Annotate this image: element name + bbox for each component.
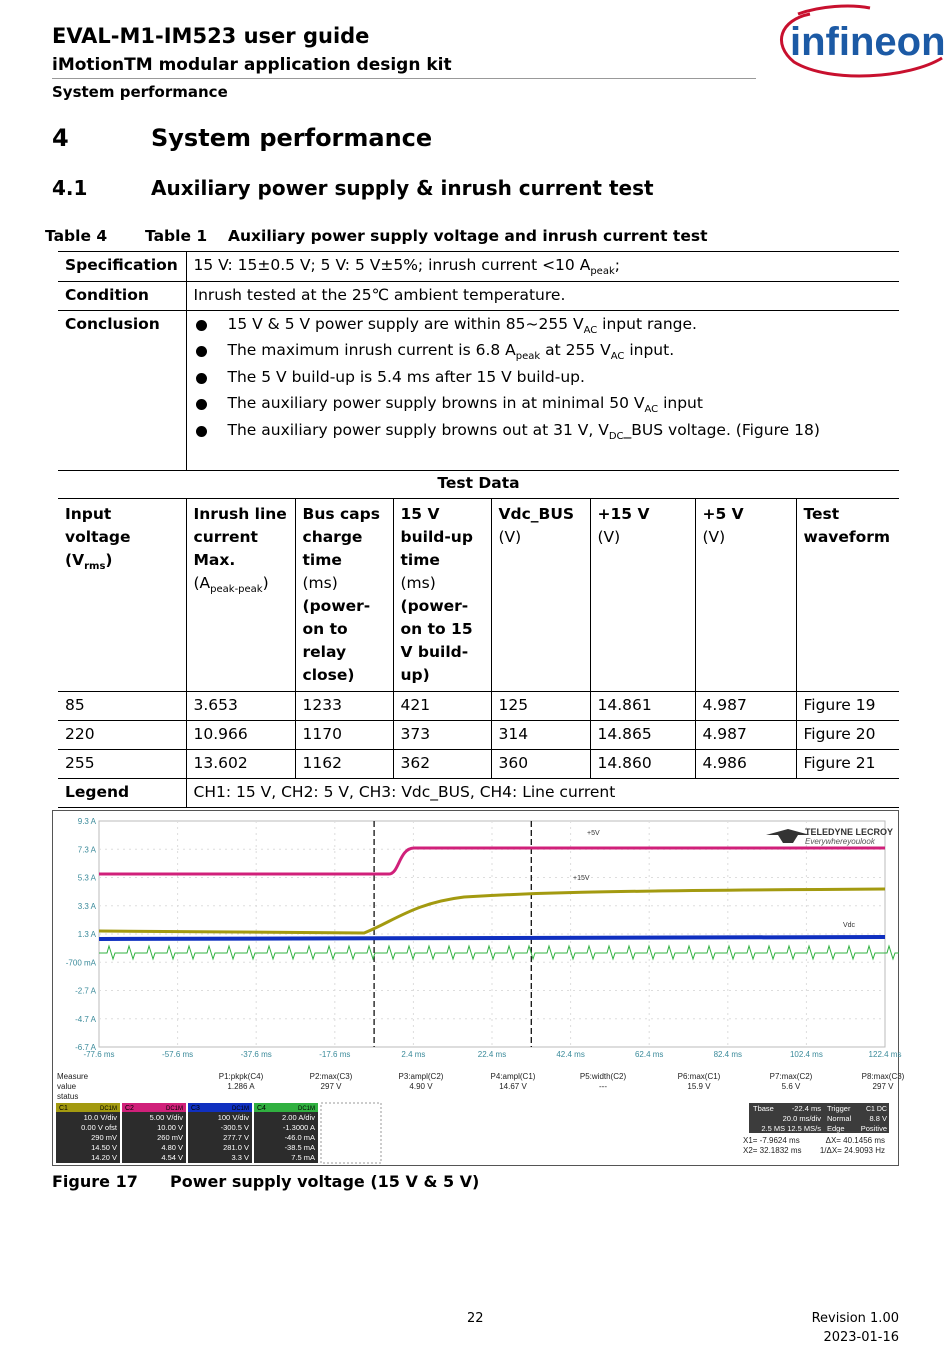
condition-value: Inrush tested at the 25℃ ambient temperature.: [193, 286, 566, 305]
bullet-icon: [196, 320, 207, 331]
channel-value: 4.54 V: [161, 1153, 183, 1162]
x-tick-label: 42.4 ms: [556, 1050, 585, 1059]
header-bus-caps: Bus caps charge time (ms) (power-on to relay close): [295, 499, 393, 692]
cursor-dx-readout: ΔX= 40.1456 ms: [825, 1136, 885, 1145]
table-row: [58, 750, 899, 779]
cell: 4.987: [695, 721, 796, 750]
cell: 360: [491, 750, 590, 779]
conclusion-label: Conclusion: [58, 311, 186, 471]
measure-header: P5:width(C2): [579, 1072, 627, 1081]
measure-header: P3:ampl(C2): [398, 1072, 444, 1081]
channel-coupling: DC1M: [231, 1106, 249, 1112]
channel-name: C1: [59, 1105, 68, 1112]
y-tick-label: 3.3 A: [77, 901, 96, 911]
table-label-1: Table 1: [145, 227, 208, 245]
y-tick-label: -700 mA: [65, 958, 96, 968]
measure-header: P8:max(C3): [861, 1072, 905, 1081]
conclusion-cell: [186, 311, 899, 471]
cell: 220: [58, 721, 186, 750]
cell: 362: [393, 750, 491, 779]
header-rule: [52, 78, 756, 79]
tbase-div: 20.0 ms/div: [782, 1114, 821, 1123]
trace-label-vdc: Vdc: [843, 922, 856, 929]
measure-header: Measure: [57, 1072, 89, 1081]
trigger-level: 8.8 V: [869, 1114, 887, 1123]
cell: 13.602: [186, 750, 295, 779]
header-test-waveform: Test waveform: [803, 505, 891, 547]
channel-value: 0.00 V ofst: [81, 1123, 117, 1132]
trigger-channel: C1 DC: [865, 1106, 887, 1113]
channel-value: 14.20 V: [91, 1153, 117, 1162]
page-number: 22: [467, 1311, 484, 1326]
header-input-voltage: Input voltage $(V_{rms})$: [58, 499, 186, 692]
table-row: [58, 692, 899, 721]
spec-table: [58, 251, 899, 808]
channel-name: C2: [125, 1105, 134, 1112]
measure-header: P4:ampl(C1): [490, 1072, 536, 1081]
table-label-4: Table 4: [45, 227, 108, 245]
figure-label: Figure 17: [52, 1172, 138, 1191]
legend-value: CH1: 15 V, CH2: 5 V, CH3: Vdc_BUS, CH4: Line current: [193, 783, 616, 802]
empty-channel-slot: [321, 1103, 381, 1163]
trace-label-5v: +5V: [587, 830, 600, 837]
x-tick-label: 82.4 ms: [713, 1050, 743, 1059]
header-5v: +5 V (V): [695, 499, 796, 692]
cell: 14.860: [590, 750, 695, 779]
y-tick-label: 9.3 A: [77, 817, 96, 826]
cell: 1233: [295, 692, 393, 721]
channel-value: 260 mV: [157, 1133, 183, 1142]
conclusion-item: The auxiliary power supply browns out at 31 V, $V_{DC}\_BUS$ voltage. (Figure 18): [194, 421, 893, 447]
cell: 1162: [295, 750, 393, 779]
y-tick-label: -6.7 A: [75, 1043, 96, 1052]
measure-value: value: [57, 1082, 77, 1091]
trigger-label: Trigger: [827, 1104, 851, 1113]
channel-value: 5.00 V/div: [149, 1113, 183, 1122]
measure-value: 15.9 V: [687, 1082, 711, 1091]
cell: 373: [393, 721, 491, 750]
measure-value: 5.6 V: [781, 1082, 801, 1091]
cursor-x2-readout: X2= 32.1832 ms: [743, 1146, 802, 1155]
table-row: [58, 721, 899, 750]
header-15v-buildup: 15 V build-up time (ms) (power-on to 15 V build-up): [393, 499, 491, 692]
conclusion-item: 15 V & 5 V power supply are within 85~255 $V_{AC}$ input range.: [194, 315, 893, 341]
trace-c3-vdc: [99, 937, 885, 939]
channel-value: -38.5 mA: [284, 1143, 315, 1152]
test-data-title: Test Data: [437, 474, 520, 493]
cell: 3.653: [186, 692, 295, 721]
measure-value: 14.67 V: [499, 1082, 527, 1091]
channel-value: -300.5 V: [220, 1123, 249, 1132]
conclusion-item: The auxiliary power supply browns in at minimal 50 $V_{AC}$ input: [194, 394, 893, 420]
channel-value: -46.0 mA: [284, 1133, 315, 1142]
doc-subtitle: iMotionTM modular application design kit: [52, 55, 452, 75]
date: 2023-01-16: [823, 1330, 899, 1345]
infineon-logo: [770, 4, 946, 78]
channel-name: C4: [257, 1105, 266, 1112]
bullet-icon: [196, 346, 207, 357]
status-label: status: [57, 1092, 79, 1101]
figure-link[interactable]: Figure 20: [803, 725, 876, 744]
trace-label-15v: +15V: [573, 875, 590, 882]
header-vdc-bus: Vdc_BUS (V): [491, 499, 590, 692]
measure-value: 297 V: [872, 1082, 894, 1091]
measure-value: 4.90 V: [409, 1082, 433, 1091]
x-tick-label: -57.6 ms: [162, 1050, 194, 1059]
bullet-icon: [196, 399, 207, 410]
channel-value: 3.3 V: [231, 1153, 249, 1162]
channel-value: 14.50 V: [91, 1143, 117, 1152]
channel-value: 7.5 mA: [291, 1153, 315, 1162]
x-tick-label: 122.4 ms: [868, 1050, 902, 1059]
cell: 314: [491, 721, 590, 750]
measure-value: 297 V: [320, 1082, 342, 1091]
x-tick-label: 62.4 ms: [634, 1050, 664, 1059]
measure-header: P2:max(C3): [309, 1072, 353, 1081]
y-tick-label: -2.7 A: [75, 986, 96, 996]
cell: 4.987: [695, 692, 796, 721]
cell: 10.966: [186, 721, 295, 750]
trigger-type: Edge: [827, 1124, 845, 1133]
x-tick-label: -17.6 ms: [319, 1050, 351, 1059]
channel-coupling: DC1M: [99, 1106, 117, 1112]
measure-value: ---: [599, 1082, 607, 1091]
brand-tagline: Everywhereyoulook: [805, 837, 875, 846]
x-tick-label: 22.4 ms: [477, 1050, 507, 1059]
channel-value: 2.00 A/div: [282, 1113, 315, 1122]
cell: 255: [58, 750, 186, 779]
bullet-icon: [196, 373, 207, 384]
measure-header: P7:max(C2): [769, 1072, 813, 1081]
channel-coupling: DC1M: [165, 1106, 183, 1112]
oscilloscope-figure: [52, 810, 905, 1166]
sample-rate: 2.5 MS 12.5 MS/s: [761, 1124, 821, 1133]
channel-value: 10.00 V: [157, 1123, 183, 1132]
logo-text: infineon: [790, 20, 946, 64]
conclusion-item: The maximum inrush current is 6.8 $A_{peak}$ at 255 $V_{AC}$ input.: [194, 341, 893, 367]
cell: 14.865: [590, 721, 695, 750]
brand-name: TELEDYNE LECROY: [805, 827, 894, 837]
y-tick-label: 5.3 A: [77, 873, 96, 883]
y-tick-label: -4.7 A: [75, 1014, 96, 1024]
cell: 421: [393, 692, 491, 721]
y-tick-label: 7.3 A: [77, 845, 96, 855]
channel-value: 277.7 V: [223, 1133, 249, 1142]
cursor-x1-readout: X1= -7.9624 ms: [743, 1136, 800, 1145]
channel-value: 100 V/div: [217, 1113, 249, 1122]
test-data-header-row: [58, 499, 899, 692]
x-tick-label: -77.6 ms: [83, 1050, 115, 1059]
measure-header: P6:max(C1): [677, 1072, 721, 1081]
figure-title: Power supply voltage (15 V & 5 V): [170, 1172, 480, 1191]
subsection-number: 4.1: [52, 176, 88, 200]
header-15v: +15 V (V): [590, 499, 695, 692]
cell: 125: [491, 692, 590, 721]
channel-name: C3: [191, 1105, 200, 1112]
cursor-freq-readout: 1/ΔX= 24.9093 Hz: [819, 1146, 885, 1155]
spec-label: Specification: [58, 252, 186, 282]
spec-value: 15 V: 15±0.5 V; 5 V: 5 V±5%; inrush current <10 $A_{peak}$;: [193, 256, 620, 278]
running-section: System performance: [52, 83, 228, 101]
tbase-label: Tbase: [753, 1104, 774, 1113]
cell: 85: [58, 692, 186, 721]
trigger-mode: Normal: [827, 1114, 852, 1123]
legend-label: Legend: [58, 779, 186, 808]
channel-value: 4.80 V: [161, 1143, 183, 1152]
scope-canvas: [53, 811, 905, 1167]
measure-value: 1.286 A: [227, 1082, 255, 1091]
cell: 14.861: [590, 692, 695, 721]
table-caption: Auxiliary power supply voltage and inrush current test: [228, 227, 708, 245]
cell: 4.986: [695, 750, 796, 779]
section-number: 4: [52, 124, 69, 152]
bullet-icon: [196, 426, 207, 437]
channel-value: 10.0 V/div: [83, 1113, 117, 1122]
y-tick-label: 1.3 A: [77, 930, 96, 939]
revision: Revision 1.00: [811, 1311, 899, 1326]
doc-title: EVAL-M1-IM523 user guide: [52, 24, 370, 48]
channel-value: -1.3000 A: [282, 1123, 315, 1132]
x-tick-label: 2.4 ms: [401, 1050, 426, 1059]
tbase-value: -22.4 ms: [791, 1104, 821, 1113]
figure-link[interactable]: Figure 19: [803, 696, 876, 715]
x-tick-label: -37.6 ms: [240, 1050, 272, 1059]
channel-value: 281.0 V: [223, 1143, 249, 1152]
figure-link[interactable]: Figure 21: [803, 754, 876, 773]
trigger-slope: Positive: [860, 1124, 887, 1133]
conclusion-item: The 5 V build-up is 5.4 ms after 15 V build-up.: [194, 368, 893, 394]
condition-label: Condition: [58, 282, 186, 311]
header-inrush-current: Inrush line current Max. $(A_{peak-peak})$: [186, 499, 295, 692]
cell: 1170: [295, 721, 393, 750]
measure-header: P1:pkpk(C4): [218, 1072, 264, 1081]
channel-value: 290 mV: [91, 1133, 117, 1142]
channel-coupling: DC1M: [297, 1106, 315, 1112]
x-tick-label: 102.4 ms: [789, 1050, 823, 1059]
section-title: System performance: [151, 124, 433, 152]
subsection-title: Auxiliary power supply & inrush current test: [151, 176, 654, 200]
